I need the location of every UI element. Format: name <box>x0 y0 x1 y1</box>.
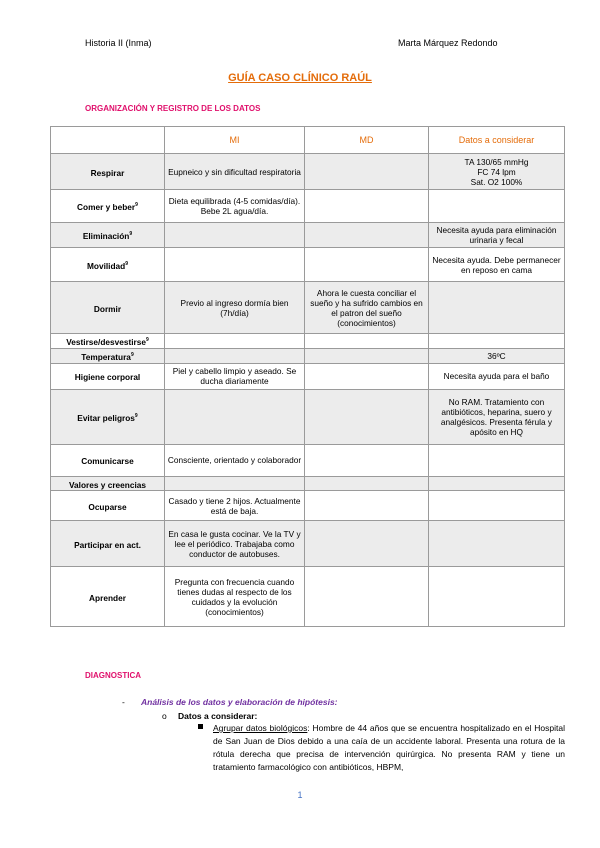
cell-mi: Previo al ingreso dormía bien (7h/día) <box>165 282 305 334</box>
cell-mi <box>165 476 305 491</box>
row-label: Comer y beber <box>77 201 136 212</box>
cell-dc <box>429 444 565 476</box>
cell-md <box>305 491 429 521</box>
table-row <box>51 348 565 363</box>
cell-dc: TA 130/65 mmHg FC 74 lpm Sat. O2 100% <box>429 154 565 190</box>
cell-mi <box>165 223 305 248</box>
cell-dc: Necesita ayuda para el baño <box>429 363 565 389</box>
row-label-cell <box>51 389 165 444</box>
cell-md <box>305 334 429 349</box>
table-row <box>51 248 565 282</box>
list-level1: Análisis de los datos y elaboración de hipótesis: <box>141 697 338 707</box>
list-level3-paragraph <box>213 722 565 774</box>
row-label-cell <box>51 154 165 190</box>
cell-mi <box>165 334 305 349</box>
row-label-cell <box>51 567 165 627</box>
cell-dc <box>429 521 565 567</box>
cell-md <box>305 154 429 190</box>
table-row <box>51 491 565 521</box>
section-heading-diagnostica: DIAGNOSTICA <box>85 671 141 680</box>
row-label-cell <box>51 521 165 567</box>
row-label-sup: 9 <box>125 260 129 267</box>
cell-md <box>305 363 429 389</box>
header-cell-datos: Datos a considerar <box>429 127 565 154</box>
row-label-cell <box>51 491 165 521</box>
cell-md <box>305 248 429 282</box>
row-label-sup: 9 <box>129 231 133 238</box>
row-label: Valores y creencias <box>68 479 147 490</box>
cell-mi: Dieta equilibrada (4-5 comidas/día). Bebe 2L agua/día. <box>165 190 305 223</box>
cell-mi <box>165 389 305 444</box>
row-label-cell <box>51 334 165 349</box>
row-label: Higiene corporal <box>74 371 141 382</box>
table-row <box>51 476 565 491</box>
row-label-sup: 9 <box>130 351 134 358</box>
document-title: GUÍA CASO CLÍNICO RAÚL <box>228 72 372 84</box>
list-level2: Datos a considerar: <box>178 711 258 721</box>
row-label: Participar en act. <box>74 539 141 550</box>
header-cell-empty <box>51 127 165 154</box>
header-cell-mi: MI <box>165 127 305 154</box>
row-label: Comunicarse <box>81 455 134 466</box>
cell-dc: Necesita ayuda. Debe permanecer en reposo en cama <box>429 248 565 282</box>
cell-mi: Eupneico y sin dificultad respiratoria <box>165 154 305 190</box>
section-heading-organization: ORGANIZACIÓN Y REGISTRO DE LOS DATOS <box>85 104 261 113</box>
circle-bullet: o <box>162 711 167 721</box>
care-data-table <box>50 126 565 627</box>
cell-md <box>305 389 429 444</box>
cell-dc: No RAM. Tratamiento con antibióticos, heparina, suero y analgésicos. Presenta férula y apósito en HQ <box>429 389 565 444</box>
table-row <box>51 363 565 389</box>
cell-md <box>305 348 429 363</box>
cell-mi: Pregunta con frecuencia cuando tienes dudas al respecto de los cuidados y la evolución (conocimientos) <box>165 567 305 627</box>
table-row <box>51 282 565 334</box>
row-label-cell <box>51 348 165 363</box>
cell-dc: Necesita ayuda para eliminación urinaria y fecal <box>429 223 565 248</box>
cell-dc <box>429 476 565 491</box>
table-row <box>51 334 565 349</box>
header-left: Historia II (Inma) <box>85 38 152 48</box>
row-label-cell <box>51 190 165 223</box>
cell-mi: Casado y tiene 2 hijos. Actualmente está de baja. <box>165 491 305 521</box>
row-label-cell <box>51 363 165 389</box>
row-label: Dormir <box>93 303 122 314</box>
row-label-cell <box>51 248 165 282</box>
row-label: Evitar peligros <box>77 412 135 423</box>
page-number: 1 <box>297 790 303 800</box>
level3-text: : Hombre de 44 años que se encuentra hospitalizado en el Hospital de San Juan de Dios debido a una caía de un accidente laboral. Presenta una rotura de la rótula derecha que precisa de intervención quirúrgica. No presenta RAM y tiene un tratamiento farmacológico con antibióticos, HBPM, <box>213 723 565 772</box>
cell-dc <box>429 491 565 521</box>
cell-mi: En casa le gusta cocinar. Ve la TV y lee el periódico. Trabajaba como conductor de autobuses. <box>165 521 305 567</box>
row-label: Respirar <box>90 167 125 178</box>
row-label: Vestirse/desvestirse <box>66 336 147 347</box>
dash-bullet: - <box>122 697 125 707</box>
cell-md <box>305 223 429 248</box>
table-row <box>51 444 565 476</box>
cell-dc <box>429 567 565 627</box>
row-label-cell <box>51 444 165 476</box>
cell-dc <box>429 334 565 349</box>
row-label: Ocuparse <box>88 501 127 512</box>
cell-mi <box>165 248 305 282</box>
cell-mi: Piel y cabello limpio y aseado. Se ducha diariamente <box>165 363 305 389</box>
row-label-sup: 9 <box>135 202 138 209</box>
row-label-cell <box>51 282 165 334</box>
cell-dc <box>429 282 565 334</box>
row-label: Aprender <box>89 592 126 603</box>
row-label-cell <box>51 476 165 491</box>
cell-dc: 36ºC <box>429 348 565 363</box>
cell-md <box>305 521 429 567</box>
table-row <box>51 567 565 627</box>
table-row <box>51 223 565 248</box>
cell-md: Ahora le cuesta conciliar el sueño y ha sufrido cambios en el patron del sueño (conocimientos) <box>305 282 429 334</box>
cell-md <box>305 444 429 476</box>
level3-label: Agrupar datos biológicos <box>213 723 308 733</box>
row-label-sup: 9 <box>146 337 149 343</box>
row-label: Temperatura <box>81 351 131 362</box>
table-header-row <box>51 127 565 154</box>
row-label: Movilidad <box>86 260 126 271</box>
table-row <box>51 521 565 567</box>
table-row <box>51 389 565 444</box>
row-label-sup: 9 <box>134 412 138 419</box>
table-row <box>51 154 565 190</box>
cell-mi <box>165 348 305 363</box>
square-bullet-icon <box>198 724 203 729</box>
cell-mi: Consciente, orientado y colaborador <box>165 444 305 476</box>
row-label: Eliminación <box>82 230 130 241</box>
header-cell-md: MD <box>305 127 429 154</box>
cell-md <box>305 567 429 627</box>
row-label-cell <box>51 223 165 248</box>
cell-md <box>305 476 429 491</box>
cell-dc <box>429 190 565 223</box>
table-row <box>51 190 565 223</box>
header-right: Marta Márquez Redondo <box>398 38 498 48</box>
cell-md <box>305 190 429 223</box>
